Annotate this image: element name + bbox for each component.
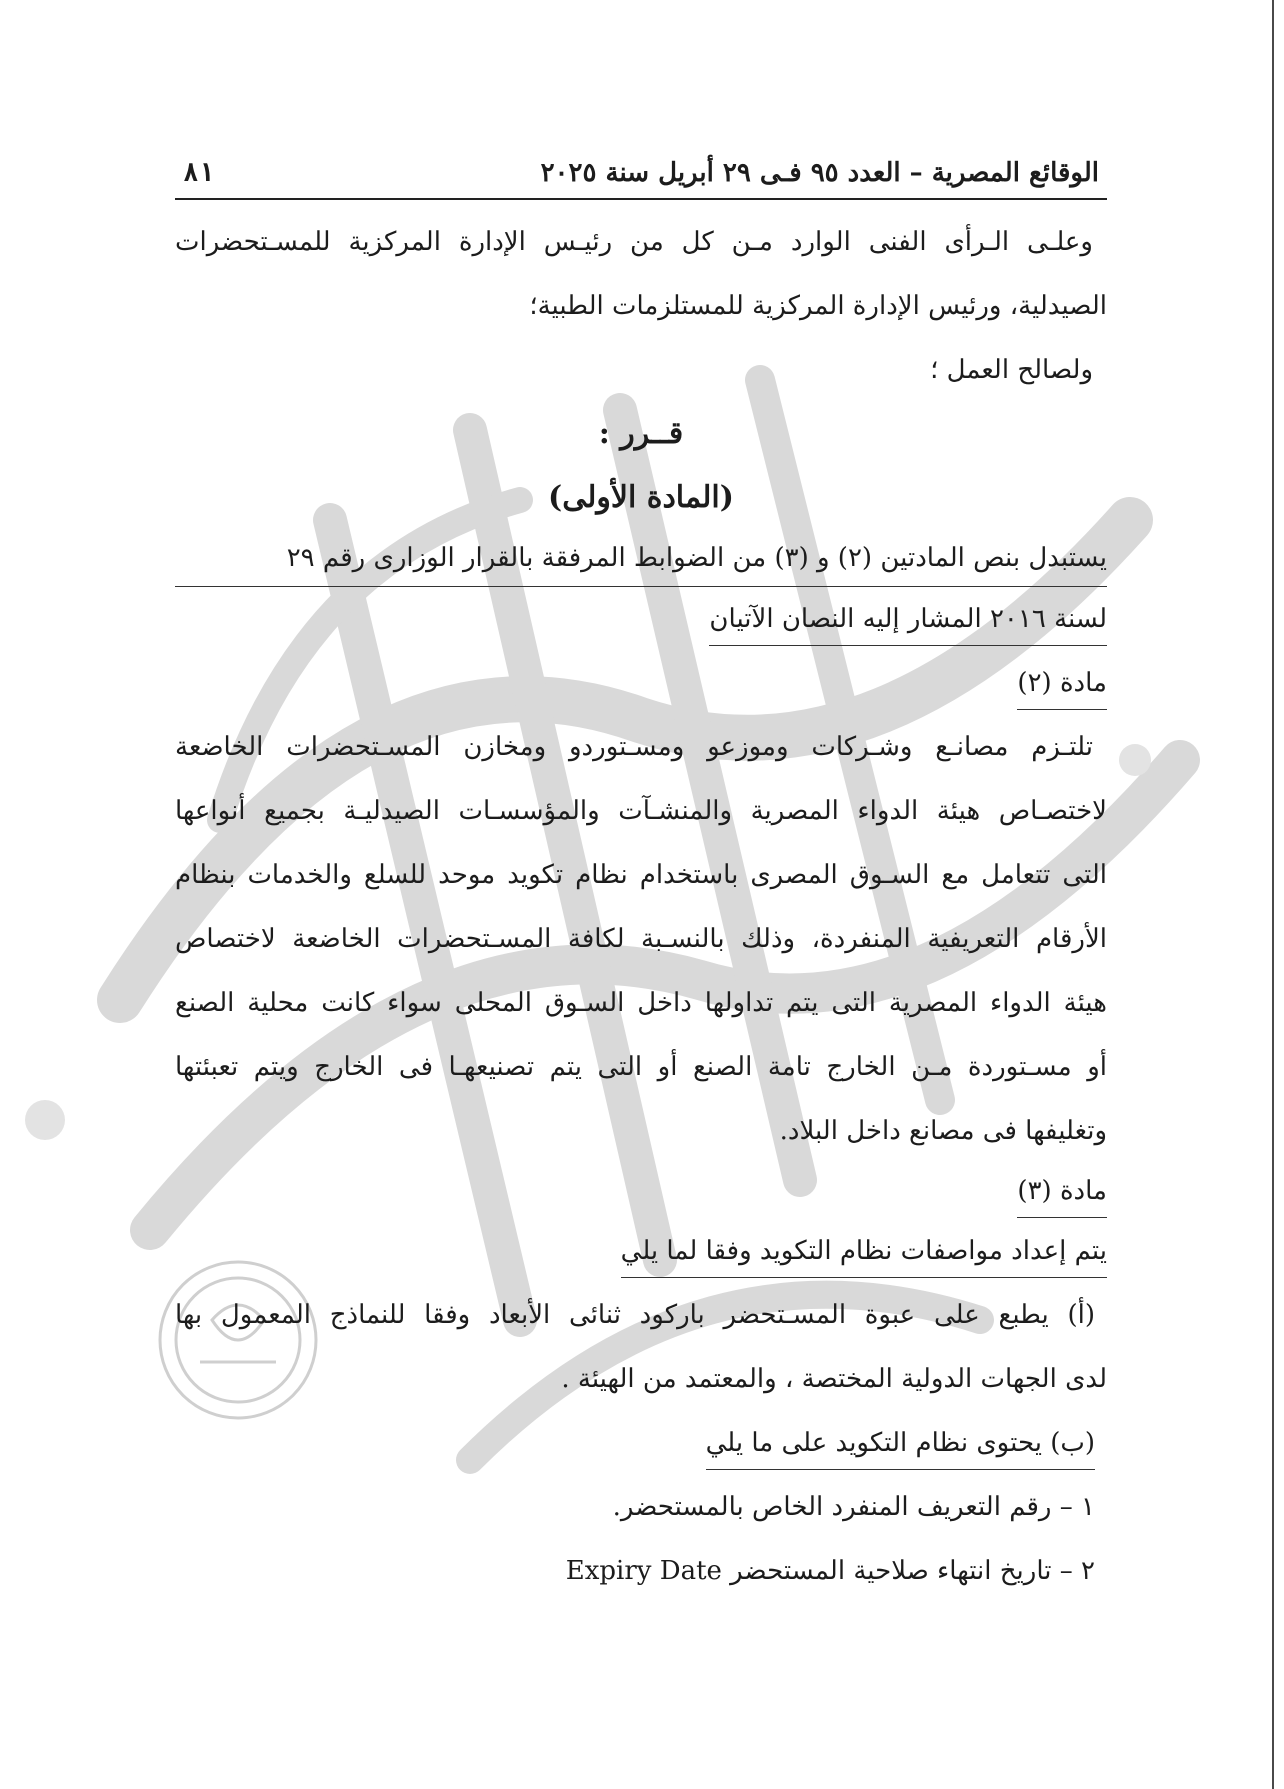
article2-line-5: هيئة الدواء المصرية التى يتم تداولها داخل السـوق المحلى سواء كانت محلية الصنع bbox=[175, 988, 1107, 1018]
replace-line-1: يستبدل بنص المادتين (٢) و (٣) من الضوابط المرفقة بالقرار الوزارى رقم ٢٩ bbox=[175, 530, 1107, 587]
article2-line-7: وتغليفها فى مصانع داخل البلاد. bbox=[779, 1116, 1107, 1146]
spec-intro: يتم إعداد مواصفات نظام التكويد وفقا لما يلي bbox=[621, 1225, 1107, 1278]
gazette-title: الوقائع المصرية – العدد ٩٥ فـى ٢٩ أبريل سنة ٢٠٢٥ bbox=[540, 158, 1099, 188]
article2-line-4: الأرقام التعريفية المنفردة، وذلك بالنسـبة لكافة المسـتحضرات الخاضعة لاختصاص bbox=[175, 924, 1107, 954]
intro-line-3: ولصالح العمل ؛ bbox=[930, 355, 1093, 385]
article3-label-wrap bbox=[175, 1163, 1107, 1219]
article2-line-3: التى تتعامل مع السـوق المصرى باستخدام نظام تكويد موحد للسلع والخدمات بنظام bbox=[175, 860, 1107, 890]
item-a-line-1: (أ) يطبع على عبوة المسـتحضر باركود ثنائى الأبعاد وفقا للنماذج المعمول بها bbox=[175, 1300, 1095, 1330]
article2-label-wrap bbox=[175, 651, 1107, 715]
decree-heading: قــرر : bbox=[598, 416, 684, 451]
article-first-heading: (المادة الأولى) bbox=[548, 480, 734, 515]
item-a-line-2: لدى الجهات الدولية المختصة ، والمعتمد من الهيئة . bbox=[561, 1364, 1107, 1394]
item-b-2: ٢ – تاريخ انتهاء صلاحية المستحضر Expiry Date bbox=[565, 1556, 1095, 1586]
item-b-1: ١ – رقم التعريف المنفرد الخاص بالمستحضر. bbox=[612, 1492, 1095, 1522]
article2-label: مادة (٢) bbox=[1017, 657, 1107, 710]
article2-line-1: تلتـزم مصانـع وشـركات وموزعو ومسـتوردو ومخازن المسـتحضرات الخاضعة bbox=[175, 732, 1093, 762]
gazette-header bbox=[175, 150, 1107, 200]
intro-line-2: الصيدلية، ورئيس الإدارة المركزية للمستلزمات الطبية؛ bbox=[529, 291, 1107, 321]
spec-intro-wrap bbox=[175, 1219, 1107, 1283]
article2-line-6: أو مسـتوردة مـن الخارج تامة الصنع أو التى يتم تصنيعهـا فى الخارج ويتم تعبئتها bbox=[175, 1052, 1107, 1082]
article3-label: مادة (٣) bbox=[1017, 1165, 1107, 1218]
replace-line-2-wrap bbox=[175, 587, 1107, 651]
page-number: ٨١ bbox=[183, 158, 215, 188]
article2-line-2: لاختصـاص هيئة الدواء المصرية والمنشـآت والمؤسسـات الصيدليـة بجميع أنواعها bbox=[175, 796, 1107, 826]
replace-line-2: لسنة ٢٠١٦ المشار إليه النصان الآتيان bbox=[709, 593, 1107, 646]
document-content bbox=[175, 150, 1107, 1603]
intro-line-1: وعلـى الـرأى الفنى الوارد مـن كل من رئيـس الإدارة المركزية للمسـتحضرات bbox=[175, 227, 1093, 257]
replace-line-1-wrap bbox=[175, 530, 1107, 587]
item-b: (ب) يحتوى نظام التكويد على ما يلي bbox=[706, 1417, 1095, 1470]
item-b-wrap bbox=[175, 1411, 1107, 1475]
